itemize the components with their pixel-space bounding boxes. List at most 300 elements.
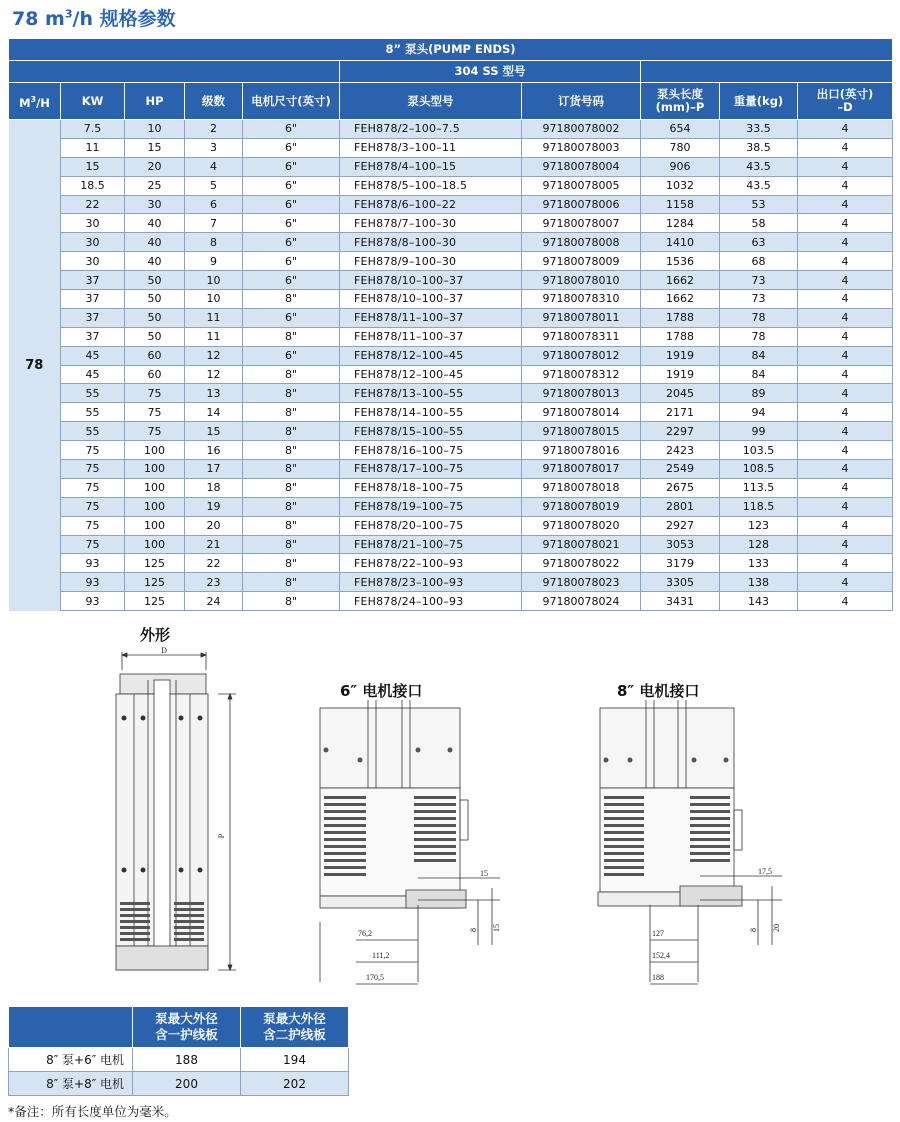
cell-order-number: 97180078011 [522,308,641,327]
cell-hp: 10 [125,120,185,139]
cell-motor-size: 6" [243,176,340,195]
col-stage: 级数 [185,83,243,120]
diameter-row-label: 8″ 泵+6″ 电机 [9,1048,133,1072]
cell-weight: 128 [720,535,798,554]
cell-outlet: 4 [798,271,893,290]
cell-kw: 37 [61,290,125,309]
cell-hp: 75 [125,403,185,422]
cell-length: 2801 [641,497,720,516]
cell-hp: 50 [125,271,185,290]
cell-model: FEH878/3–100–11 [340,138,522,157]
cell-stage: 21 [185,535,243,554]
cell-order-number: 97180078311 [522,327,641,346]
cell-outlet: 4 [798,592,893,611]
cell-kw: 75 [61,441,125,460]
cell-motor-size: 8" [243,573,340,592]
cell-hp: 100 [125,535,185,554]
table-row [9,365,893,384]
cell-kw: 55 [61,403,125,422]
table-row [9,460,893,479]
cell-model: FEH878/20–100–75 [340,516,522,535]
cell-length: 1662 [641,290,720,309]
cell-motor-size: 6" [243,233,340,252]
cell-stage: 11 [185,327,243,346]
cell-model: FEH878/16–100–75 [340,441,522,460]
table-row [9,403,893,422]
cell-length: 1662 [641,271,720,290]
cell-hp: 60 [125,365,185,384]
cell-hp: 125 [125,554,185,573]
cell-kw: 93 [61,592,125,611]
cell-stage: 13 [185,384,243,403]
table-row [9,384,893,403]
table-row [9,252,893,271]
motor8-dim-v1: 8 [749,928,758,932]
cell-kw: 75 [61,478,125,497]
cell-hp: 75 [125,422,185,441]
cell-weight: 143 [720,592,798,611]
cell-motor-size: 8" [243,516,340,535]
cell-weight: 84 [720,346,798,365]
cell-order-number: 97180078022 [522,554,641,573]
cell-hp: 40 [125,214,185,233]
cell-length: 1919 [641,365,720,384]
table-row [9,592,893,611]
cell-model: FEH878/8–100–30 [340,233,522,252]
cell-hp: 40 [125,252,185,271]
page-title: 78 $m^3/h$ 规格参数 [12,7,176,30]
cell-kw: 93 [61,554,125,573]
cell-hp: 125 [125,573,185,592]
cell-weight: 33.5 [720,120,798,139]
cell-kw: 37 [61,308,125,327]
cell-hp: 25 [125,176,185,195]
cell-kw: 15 [61,157,125,176]
cell-outlet: 4 [798,460,893,479]
cell-kw: 7.5 [61,120,125,139]
cell-hp: 30 [125,195,185,214]
cell-length: 3179 [641,554,720,573]
cell-length: 1032 [641,176,720,195]
cell-kw: 75 [61,460,125,479]
cell-order-number: 97180078002 [522,120,641,139]
cell-kw: 18.5 [61,176,125,195]
cell-stage: 2 [185,120,243,139]
cell-hp: 50 [125,308,185,327]
diameter-header-one: 泵最大外径 含一护线板 [133,1007,241,1048]
cell-motor-size: 6" [243,346,340,365]
cell-stage: 19 [185,497,243,516]
header-spacer-right [641,61,893,83]
cell-stage: 10 [185,271,243,290]
cell-outlet: 4 [798,138,893,157]
cell-weight: 84 [720,365,798,384]
cell-stage: 18 [185,478,243,497]
cell-order-number: 97180078012 [522,346,641,365]
cell-kw: 22 [61,195,125,214]
cell-length: 2675 [641,478,720,497]
cell-stage: 12 [185,346,243,365]
cell-length: 2549 [641,460,720,479]
cell-weight: 99 [720,422,798,441]
diameter-table [8,1006,349,1096]
cell-model: FEH878/14–100–55 [340,403,522,422]
cell-motor-size: 6" [243,308,340,327]
cell-outlet: 4 [798,290,893,309]
cell-kw: 11 [61,138,125,157]
table-row [9,516,893,535]
cell-motor-size: 8" [243,365,340,384]
cell-kw: 45 [61,365,125,384]
cell-order-number: 97180078007 [522,214,641,233]
diameter-value-two: 194 [241,1048,349,1072]
col-motor-size: 电机尺寸(英寸) [243,83,340,120]
cell-kw: 55 [61,384,125,403]
cell-hp: 100 [125,460,185,479]
cell-weight: 113.5 [720,478,798,497]
motor6-drawing [310,700,520,990]
table-row [9,478,893,497]
table-row [9,233,893,252]
cell-weight: 78 [720,327,798,346]
diameter-row-label: 8″ 泵+8″ 电机 [9,1072,133,1096]
diameter-header-two: 泵最大外径 含二护线板 [241,1007,349,1048]
cell-weight: 53 [720,195,798,214]
cell-hp: 100 [125,516,185,535]
footnote: *备注：所有长度单位为毫米。 [8,1104,177,1119]
cell-order-number: 97180078013 [522,384,641,403]
cell-motor-size: 8" [243,554,340,573]
table-row [9,157,893,176]
cell-outlet: 4 [798,535,893,554]
cell-model: FEH878/21–100–75 [340,535,522,554]
cell-stage: 5 [185,176,243,195]
cell-model: FEH878/23–100–93 [340,573,522,592]
cell-model: FEH878/9–100–30 [340,252,522,271]
cell-motor-size: 6" [243,138,340,157]
cell-stage: 9 [185,252,243,271]
outline-label: 外形 [140,626,171,644]
cell-hp: 15 [125,138,185,157]
cell-motor-size: 6" [243,157,340,176]
cell-stage: 20 [185,516,243,535]
cell-model: FEH878/15–100–55 [340,422,522,441]
col-model: 泵头型号 [340,83,522,120]
motor8-dim-a: 127 [652,929,664,938]
cell-model: FEH878/13–100–55 [340,384,522,403]
cell-order-number: 97180078008 [522,233,641,252]
table-row [9,271,893,290]
cell-length: 2927 [641,516,720,535]
col-hp: HP [125,83,185,120]
cell-weight: 133 [720,554,798,573]
cell-motor-size: 6" [243,120,340,139]
table-row [9,573,893,592]
cell-order-number: 97180078024 [522,592,641,611]
outline-drawing [96,640,256,980]
cell-outlet: 4 [798,365,893,384]
cell-stage: 14 [185,403,243,422]
cell-length: 1536 [641,252,720,271]
cell-stage: 24 [185,592,243,611]
motor6-dim-a: 76,2 [358,929,372,938]
cell-outlet: 4 [798,157,893,176]
cell-kw: 30 [61,252,125,271]
table-row [9,422,893,441]
cell-kw: 37 [61,327,125,346]
cell-model: FEH878/18–100–75 [340,478,522,497]
diameter-header-blank [9,1007,133,1048]
cell-model: FEH878/22–100–93 [340,554,522,573]
cell-hp: 50 [125,290,185,309]
cell-outlet: 4 [798,120,893,139]
cell-weight: 78 [720,308,798,327]
cell-weight: 38.5 [720,138,798,157]
cell-stage: 23 [185,573,243,592]
cell-outlet: 4 [798,478,893,497]
cell-model: FEH878/10–100–37 [340,290,522,309]
col-kw: KW [61,83,125,120]
table-row [9,554,893,573]
cell-model: FEH878/11–100–37 [340,327,522,346]
cell-model: FEH878/12–100–45 [340,365,522,384]
cell-weight: 108.5 [720,460,798,479]
diameter-value-one: 200 [133,1072,241,1096]
cell-outlet: 4 [798,233,893,252]
cell-weight: 68 [720,252,798,271]
outline-p-label: P [217,833,226,839]
cell-weight: 123 [720,516,798,535]
motor8-dim-b: 152,4 [652,951,670,960]
cell-model: FEH878/2–100–7.5 [340,120,522,139]
table-row [9,441,893,460]
cell-model: FEH878/11–100–37 [340,308,522,327]
cell-outlet: 4 [798,497,893,516]
cell-motor-size: 8" [243,535,340,554]
cell-motor-size: 6" [243,214,340,233]
cell-model: FEH878/12–100–45 [340,346,522,365]
cell-hp: 40 [125,233,185,252]
cell-outlet: 4 [798,214,893,233]
cell-outlet: 4 [798,308,893,327]
cell-order-number: 97180078010 [522,271,641,290]
table-row [9,308,893,327]
motor6-dim-v1: 8 [469,928,478,932]
cell-order-number: 97180078016 [522,441,641,460]
cell-outlet: 4 [798,441,893,460]
group-header: 8” 泵头(PUMP ENDS) [9,39,893,61]
cell-model: FEH878/7–100–30 [340,214,522,233]
cell-weight: 103.5 [720,441,798,460]
table-row [9,346,893,365]
outline-d-label: D [161,646,167,655]
cell-order-number: 97180078020 [522,516,641,535]
motor6-label: 6″ 电机接口 [340,682,423,700]
cell-length: 2297 [641,422,720,441]
cell-order-number: 97180078006 [522,195,641,214]
cell-outlet: 4 [798,176,893,195]
cell-kw: 75 [61,535,125,554]
table-row [9,138,893,157]
cell-order-number: 97180078310 [522,290,641,309]
cell-order-number: 97180078017 [522,460,641,479]
cell-weight: 73 [720,290,798,309]
cell-outlet: 4 [798,195,893,214]
cell-motor-size: 8" [243,327,340,346]
cell-length: 1788 [641,308,720,327]
cell-hp: 75 [125,384,185,403]
cell-hp: 100 [125,441,185,460]
cell-motor-size: 6" [243,195,340,214]
cell-weight: 138 [720,573,798,592]
cell-stage: 22 [185,554,243,573]
cell-model: FEH878/17–100–75 [340,460,522,479]
cell-outlet: 4 [798,384,893,403]
cell-hp: 50 [125,327,185,346]
cell-length: 3305 [641,573,720,592]
cell-stage: 4 [185,157,243,176]
cell-length: 2171 [641,403,720,422]
cell-motor-size: 6" [243,271,340,290]
cell-weight: 63 [720,233,798,252]
cell-order-number: 97180078014 [522,403,641,422]
cell-outlet: 4 [798,516,893,535]
header-spacer [9,61,340,83]
cell-stage: 10 [185,290,243,309]
cell-motor-size: 8" [243,460,340,479]
cell-kw: 30 [61,233,125,252]
motor8-label: 8″ 电机接口 [617,682,700,700]
cell-outlet: 4 [798,573,893,592]
cell-length: 2045 [641,384,720,403]
cell-order-number: 97180078003 [522,138,641,157]
cell-kw: 37 [61,271,125,290]
diameter-value-two: 202 [241,1072,349,1096]
cell-stage: 12 [185,365,243,384]
cell-order-number: 97180078004 [522,157,641,176]
cell-length: 780 [641,138,720,157]
col-weight: 重量(kg) [720,83,798,120]
cell-length: 1284 [641,214,720,233]
sub-header: 304 SS 型号 [340,61,641,83]
cell-weight: 89 [720,384,798,403]
diameter-value-one: 188 [133,1048,241,1072]
table-row [9,176,893,195]
table-row [9,195,893,214]
table-row [9,214,893,233]
cell-motor-size: 8" [243,422,340,441]
cell-model: FEH878/19–100–75 [340,497,522,516]
table-row [9,290,893,309]
cell-order-number: 97180078009 [522,252,641,271]
cell-length: 2423 [641,441,720,460]
cell-weight: 94 [720,403,798,422]
cell-motor-size: 8" [243,478,340,497]
cell-motor-size: 8" [243,384,340,403]
cell-kw: 45 [61,346,125,365]
cell-outlet: 4 [798,422,893,441]
cell-hp: 20 [125,157,185,176]
cell-hp: 60 [125,346,185,365]
cell-hp: 100 [125,497,185,516]
cell-hp: 100 [125,478,185,497]
cell-model: FEH878/5–100–18.5 [340,176,522,195]
cell-outlet: 4 [798,327,893,346]
col-order-number: 订货号码 [522,83,641,120]
cell-motor-size: 8" [243,441,340,460]
cell-stage: 16 [185,441,243,460]
table-row [9,120,893,139]
motor6-dim-top: 15 [480,869,488,878]
cell-stage: 6 [185,195,243,214]
cell-stage: 7 [185,214,243,233]
col-length: 泵头长度 (mm)–P [641,83,720,120]
cell-model: FEH878/4–100–15 [340,157,522,176]
cell-kw: 75 [61,497,125,516]
motor8-drawing [590,700,800,990]
cell-model: FEH878/24–100–93 [340,592,522,611]
spec-table-body [9,120,893,611]
cell-length: 654 [641,120,720,139]
cell-motor-size: 6" [243,252,340,271]
cell-order-number: 97180078312 [522,365,641,384]
cell-order-number: 97180078015 [522,422,641,441]
cell-stage: 8 [185,233,243,252]
cell-order-number: 97180078021 [522,535,641,554]
cell-weight: 43.5 [720,157,798,176]
cell-model: FEH878/6–100–22 [340,195,522,214]
cell-hp: 125 [125,592,185,611]
cell-length: 1410 [641,233,720,252]
cell-order-number: 97180078018 [522,478,641,497]
table-row [9,327,893,346]
cell-stage: 17 [185,460,243,479]
cell-motor-size: 8" [243,497,340,516]
motor8-dim-c: 188 [652,973,664,982]
cell-flow: 78 [9,120,61,611]
cell-length: 906 [641,157,720,176]
cell-kw: 30 [61,214,125,233]
cell-outlet: 4 [798,554,893,573]
cell-stage: 3 [185,138,243,157]
cell-kw: 75 [61,516,125,535]
motor8-dim-v2: 20 [772,924,781,932]
cell-weight: 43.5 [720,176,798,195]
motor6-dim-c: 170,5 [366,973,384,982]
cell-order-number: 97180078023 [522,573,641,592]
motor6-dim-b: 111,2 [372,951,390,960]
table-row [9,497,893,516]
cell-outlet: 4 [798,346,893,365]
cell-length: 3431 [641,592,720,611]
cell-stage: 11 [185,308,243,327]
cell-outlet: 4 [798,403,893,422]
cell-model: FEH878/10–100–37 [340,271,522,290]
cell-stage: 15 [185,422,243,441]
cell-length: 1788 [641,327,720,346]
cell-kw: 55 [61,422,125,441]
spec-table [8,38,893,611]
cell-order-number: 97180078019 [522,497,641,516]
motor6-dim-v2: 15 [492,924,501,932]
cell-motor-size: 8" [243,592,340,611]
col-flow: $M^3/H$ [9,83,61,120]
cell-weight: 73 [720,271,798,290]
motor8-dim-top: 17,5 [758,867,772,876]
cell-length: 1919 [641,346,720,365]
col-outlet: 出口(英寸) –D [798,83,893,120]
cell-length: 3053 [641,535,720,554]
